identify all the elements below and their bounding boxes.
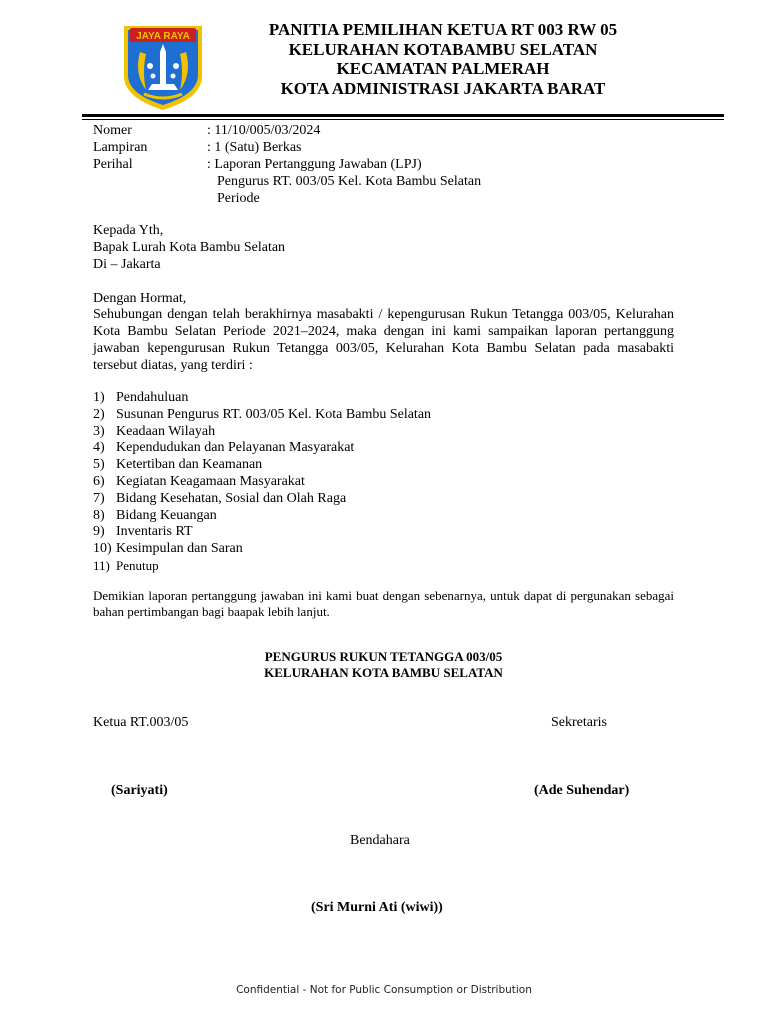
header-line-4: KOTA ADMINISTRASI JAKARTA BARAT: [280, 78, 606, 98]
list-item: 2) Susunan Pengurus RT. 003/05 Kel. Kota Bambu Selatan: [93, 406, 432, 422]
header-divider-thick: [82, 114, 724, 117]
lampiran-value: : 1 (Satu) Berkas: [207, 140, 302, 155]
list-item: 8) Bidang Keuangan: [93, 507, 217, 523]
ketua-name: (Sariyati): [111, 783, 168, 798]
list-item: 10) Kesimpulan dan Saran: [93, 541, 243, 557]
list-item: 1) Pendahuluan: [93, 390, 189, 405]
address-line-1: Kepada Yth,: [93, 223, 164, 238]
list-item: 4) Kependudukan dan Pelayanan Masyarakat: [93, 440, 355, 456]
header-line-1: PANITIA PEMILIHAN KETUA RT 003 RW 05: [268, 20, 618, 39]
perihal-value-2: Pengurus RT. 003/05 Kel. Kota Bambu Selatan: [217, 174, 482, 189]
address-line-2: Bapak Lurah Kota Bambu Selatan: [93, 240, 286, 255]
perihal-value-3: Periode: [217, 191, 260, 206]
letterhead: [228, 20, 658, 98]
recipient-address: [93, 222, 285, 273]
list-item: 9) Inventaris RT: [93, 524, 193, 540]
list-item: 7) Bidang Kesehatan, Sosial dan Olah Raga: [93, 490, 347, 506]
list-item: 3) Keadaan Wilayah: [93, 423, 216, 439]
bendahara-name: (Sri Murni Ati (wiwi)): [311, 900, 443, 915]
meta-nomer: [93, 122, 481, 139]
letter-meta: [93, 122, 481, 207]
lampiran-label: Lampiran: [93, 140, 148, 155]
signatory-organization: [93, 649, 674, 681]
perihal-value-1: : Laporan Pertanggung Jawaban (LPJ): [207, 157, 422, 172]
nomer-label: Nomer: [93, 123, 132, 138]
perihal-label: Perihal: [93, 157, 133, 172]
jaya-raya-logo: [120, 22, 206, 112]
header-divider-thin: [82, 119, 724, 120]
header-line-3: KECAMATAN PALMERAH: [336, 59, 550, 78]
sekretaris-title: Sekretaris: [551, 715, 607, 730]
list-item: 6) Kegiatan Keagamaan Masyarakat: [93, 473, 305, 489]
org-line-2: KELURAHAN KOTA BAMBU SELATAN: [264, 665, 503, 680]
address-line-3: Di – Jakarta: [93, 257, 161, 272]
logo-banner-text: JAYA RAYA: [136, 31, 190, 42]
body-paragraph: Sehubungan dengan telah berakhirnya masabakti / kepengurusan Rukun Tetangga 003/05, Kelurahan Kota Bambu Selatan Periode 2021–2024, maka dengan ini kami sampaikan laporan pertanggung jawaban kepengurusan Rukun Tetangga 003/05, Kelurahan Kota Bambu Selatan pada masabakti tersebut diatas, yang terdiri :: [93, 307, 674, 373]
list-item: 5) Ketertiban dan Keamanan: [93, 457, 263, 473]
report-contents-list: [93, 390, 431, 575]
greeting: Dengan Hormat,: [93, 291, 187, 306]
closing-paragraph: Demikian laporan pertanggung jawaban ini kami buat dengan sebenarnya, untuk dapat di pergunakan sebagai bahan pertimbangan bagi baapak lebih lanjut.: [93, 588, 674, 619]
sekretaris-name: (Ade Suhendar): [534, 783, 630, 798]
org-line-1: PENGURUS RUKUN TETANGGA 003/05: [264, 649, 503, 664]
list-item: 11) Penutup: [93, 557, 159, 573]
meta-perihal: [93, 156, 481, 173]
ketua-title: Ketua RT.003/05: [93, 715, 189, 730]
meta-lampiran: [93, 139, 481, 156]
header-line-2: KELURAHAN KOTABAMBU SELATAN: [288, 39, 598, 59]
nomer-value: : 11/10/005/03/2024: [207, 123, 321, 138]
confidential-footer: Confidential - Not for Public Consumption or Distribution: [236, 984, 532, 996]
bendahara-title: Bendahara: [350, 833, 410, 848]
